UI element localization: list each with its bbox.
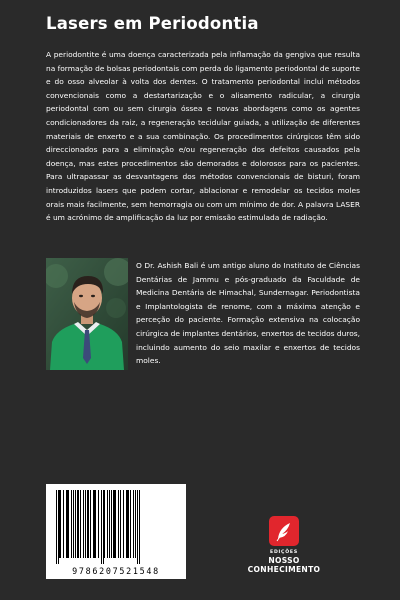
- barcode-bar: [120, 490, 121, 558]
- book-title: Lasers em Periodontia: [46, 14, 259, 33]
- barcode-bar: [126, 490, 129, 558]
- barcode-bar: [58, 490, 59, 564]
- barcode-bar: [73, 490, 74, 558]
- barcode-bar: [80, 490, 81, 558]
- barcode-bar: [87, 490, 89, 558]
- barcode-bar: [90, 490, 91, 558]
- barcode-bar: [123, 490, 124, 558]
- barcode-bar: [111, 490, 112, 558]
- barcode-bar: [98, 490, 99, 558]
- barcode-bar: [75, 490, 76, 558]
- author-bio: O Dr. Ashish Bali é um antigo aluno do Instituto de Ciências Dentárias de Jammu e pós-graduado da Faculdade de Medicina Dentária de Himachal, Sundernagar. Periodontista e Implantologista de renome, com a máxima atenção e perceção do paciente. Formação extensiva na colocação cirúrgica de implantes dentários, enxertos de tecidos duros, incluindo aumento do seio maxilar e enxertos de tecidos moles.: [136, 261, 360, 366]
- barcode-bar: [83, 490, 84, 558]
- barcode-bar: [137, 490, 138, 564]
- barcode-bar: [85, 490, 86, 558]
- barcode-bar: [113, 490, 116, 558]
- barcode-bar: [109, 490, 110, 558]
- author-portrait-image: [46, 258, 128, 370]
- publisher-block: [234, 516, 334, 574]
- barcode-bar: [133, 490, 134, 558]
- barcode-bar: [59, 490, 61, 558]
- book-description: A periodontite é uma doença caracterizada pela inflamação da gengiva que resulta na formação de bolsas periodontais com perda do ligamento periodontal de suporte e do osso alveolar à volta dos dentes. O tratamento periodontal inclui métodos convencionais como a destartarização e o alisamento radicular, a cirurgia periodontal com ou sem cirurgia óssea e novas abordagens como os agentes condicionadores da raiz, a regeneração tecidular guiada, a utilização de diferentes materiais de enxerto e a sua combinação. Os procedimentos cirúrgicos têm sido direccionados para a eliminação e/ou regeneração dos defeitos causados pela doença, mas estes procedimentos são demorados e dolorosos para os pacientes. Para ultrapassar as desvantagens dos métodos convencionais de bisturi, foram introduzidos lasers que podem cortar, ablacionar e remodelar os tecidos moles orais mais facilmente, sem hemorragia ou com um mínimo de dor. A palavra LASER é um acrónimo de amplificação da luz por emissão estimulada de radiação.: [46, 50, 360, 223]
- barcode-bar: [93, 490, 96, 558]
- barcode-bar: [104, 490, 105, 558]
- barcode-bar: [130, 490, 131, 558]
- barcode-graphic: [54, 490, 178, 564]
- barcode-bar: [103, 490, 104, 564]
- barcode-bar: [66, 490, 69, 558]
- barcode-bar: [56, 490, 57, 564]
- feather-quill-icon: [269, 516, 299, 546]
- barcode-bar: [139, 490, 140, 564]
- isbn-barcode: [46, 484, 186, 579]
- publisher-label: EDIÇÕES: [270, 550, 298, 555]
- barcode-bar: [101, 490, 102, 564]
- isbn-number: 9786207521548: [72, 566, 160, 576]
- barcode-bar: [71, 490, 72, 558]
- barcode-bar: [135, 490, 136, 558]
- barcode-bar: [107, 490, 108, 558]
- author-photo: [46, 258, 128, 370]
- barcode-bar: [118, 490, 119, 558]
- publisher-name: NOSSO CONHECIMENTO: [247, 556, 321, 574]
- barcode-bar: [77, 490, 79, 558]
- barcode-bar: [63, 490, 64, 558]
